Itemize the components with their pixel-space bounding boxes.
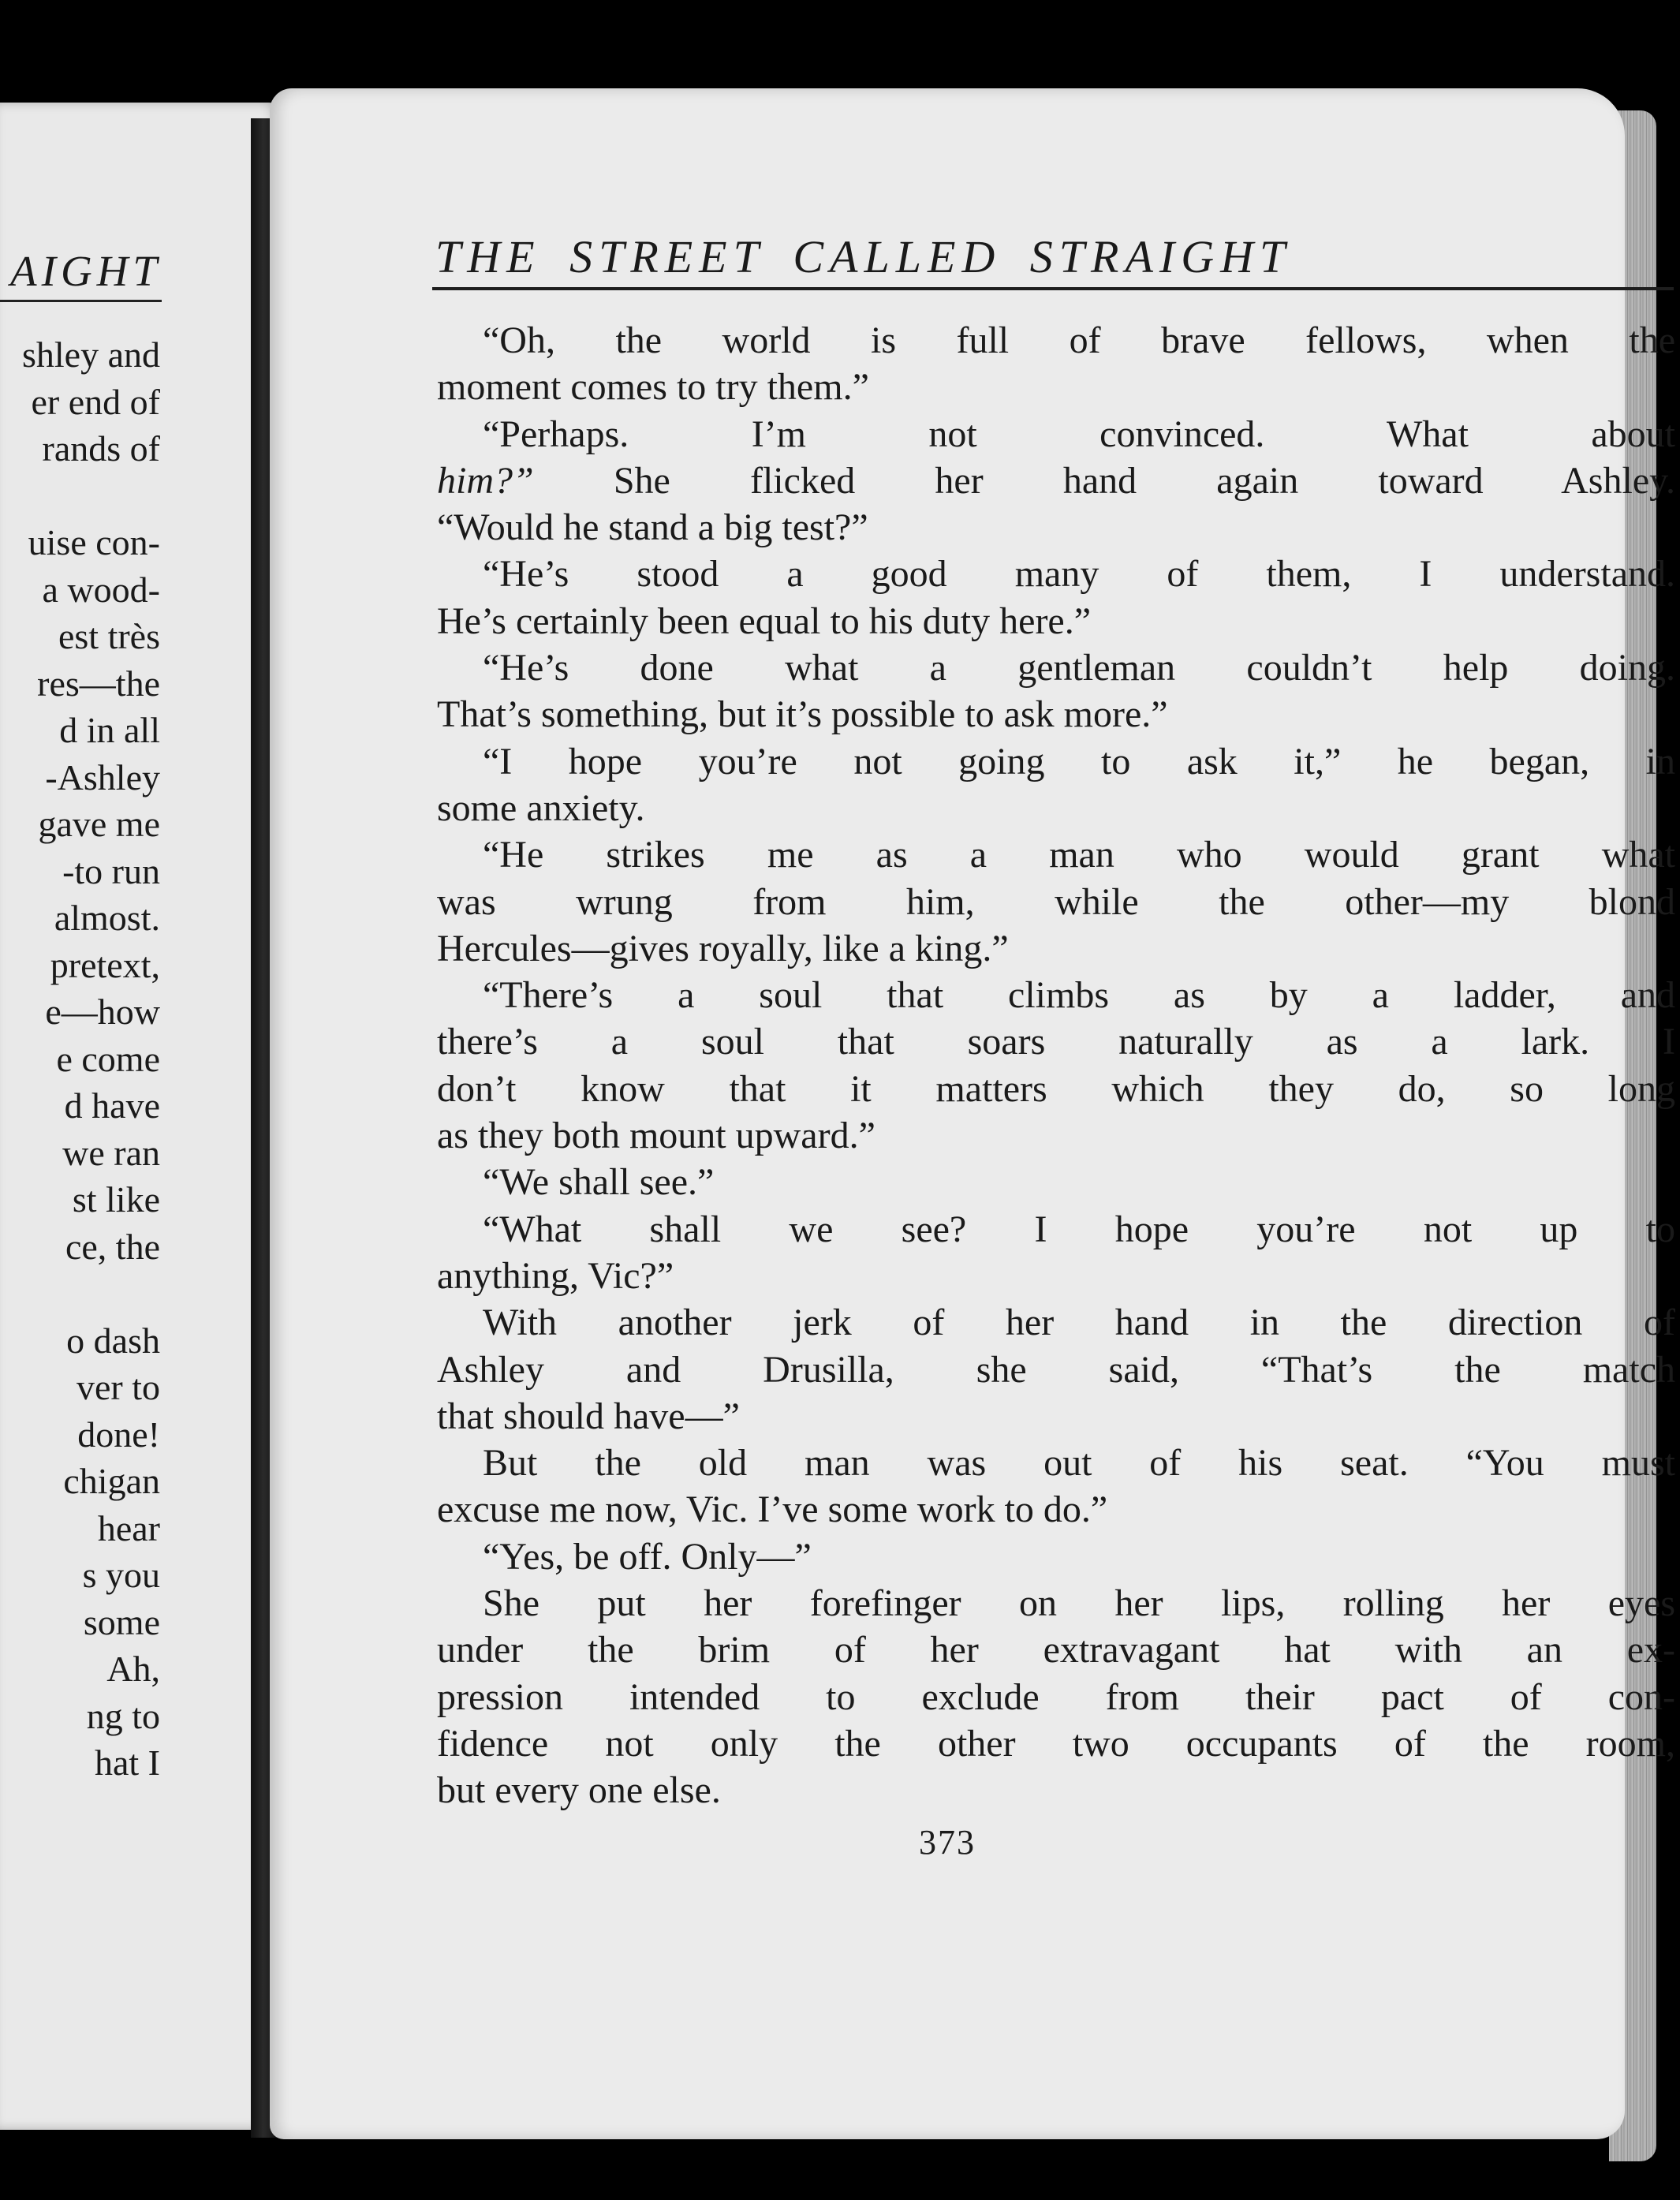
- header-rule: [432, 287, 1674, 290]
- previous-page-line: d in all: [59, 710, 160, 750]
- text-line: “Yes, be off. Only—”: [483, 1535, 812, 1578]
- previous-page-line: res—the: [37, 663, 160, 704]
- previous-page-header: AIGHT: [10, 247, 162, 295]
- previous-page-line: d have: [64, 1085, 160, 1126]
- text-line: “He’s done what a gentleman couldn’t help doing.: [483, 647, 1675, 689]
- previous-page-text: [2, 331, 160, 1787]
- previous-page: [0, 103, 280, 2130]
- text-line: pression intended to exclude from their pact of con-: [437, 1675, 1675, 1718]
- text-line: “Would he stand a big test?”: [437, 506, 868, 549]
- text-line: “We shall see.”: [483, 1161, 715, 1204]
- text-line: there’s a soul that soars naturally as a lark. I: [437, 1021, 1675, 1063]
- previous-page-line: shley and: [21, 334, 160, 375]
- text-line: Hercules—gives royally, like a king.”: [437, 927, 1009, 969]
- text-line: anything, Vic?”: [437, 1254, 674, 1297]
- text-line: moment comes to try them.”: [437, 366, 869, 409]
- text-line: “Oh, the world is full of brave fellows, when the: [483, 319, 1675, 361]
- text-line: some anxiety.: [437, 786, 645, 829]
- previous-page-line: er end of: [31, 381, 160, 422]
- text-line: “What shall we see? I hope you’re not up to: [483, 1208, 1675, 1250]
- text-line: “Perhaps. I’m not convinced. What about: [483, 413, 1675, 455]
- text-line: “There’s a soul that climbs as by a ladder, and: [483, 974, 1675, 1017]
- previous-page-line: pretext,: [50, 944, 160, 985]
- text-line: But the old man was out of his seat. “You must: [483, 1442, 1675, 1485]
- text-line: him?” She flicked her hand again toward Ashley.: [437, 459, 1675, 502]
- text-line: “I hope you’re not going to ask it,” he began, in: [483, 740, 1675, 783]
- previous-page-line: a wood-: [42, 569, 160, 610]
- previous-page-line: almost.: [54, 898, 160, 938]
- previous-page-line: some: [83, 1601, 160, 1642]
- previous-page-line: ce, the: [65, 1226, 160, 1267]
- text-line: With another jerk of her hand in the direction of: [483, 1302, 1675, 1344]
- previous-page-line: hear: [97, 1507, 160, 1548]
- text-line: “He strikes me as a man who would grant what: [483, 834, 1675, 876]
- previous-page-line: ver to: [76, 1367, 160, 1407]
- page-body-text: [437, 317, 1675, 1814]
- previous-page-line: chigan: [63, 1461, 160, 1501]
- previous-page-line: ng to: [86, 1695, 160, 1736]
- previous-page-line: e—how: [45, 992, 160, 1032]
- previous-page-line: s you: [82, 1555, 160, 1595]
- book-page: [270, 88, 1675, 2139]
- text-line: Ashley and Drusilla, she said, “That’s the match: [437, 1348, 1675, 1391]
- previous-page-line: we ran: [62, 1132, 160, 1173]
- previous-page-line: st like: [72, 1179, 160, 1220]
- previous-page-line: done!: [77, 1414, 160, 1455]
- previous-page-line: o dash: [66, 1320, 160, 1361]
- previous-page-line: uise con-: [28, 522, 160, 562]
- text-line: as they both mount upward.”: [437, 1115, 875, 1157]
- previous-page-line: e come: [56, 1038, 160, 1079]
- text-line: that should have—”: [437, 1395, 740, 1437]
- previous-page-line: hat I: [94, 1742, 160, 1783]
- previous-page-line: gave me: [38, 804, 160, 844]
- page-number: 373: [919, 1823, 976, 1862]
- previous-page-line: Ah,: [106, 1649, 160, 1689]
- text-line: That’s something, but it’s possible to ask more.”: [437, 693, 1168, 736]
- text-line: but every one else.: [437, 1769, 721, 1812]
- running-header: THE STREET CALLED STRAIGHT: [435, 231, 1292, 282]
- text-line: was wrung from him, while the other—my blond: [437, 880, 1675, 923]
- text-line: He’s certainly been equal to his duty here.”: [437, 599, 1092, 642]
- previous-page-line: [2, 472, 160, 520]
- text-line: fidence not only the other two occupants of the room,: [437, 1722, 1675, 1765]
- previous-page-line: [2, 1270, 160, 1317]
- text-line: She put her forefinger on her lips, rolling her eyes: [483, 1582, 1675, 1625]
- text-line: don’t know that it matters which they do, so long: [437, 1067, 1675, 1110]
- text-line: “He’s stood a good many of them, I understand.: [483, 553, 1675, 596]
- previous-page-header-rule: [0, 300, 162, 302]
- previous-page-line: est très: [58, 616, 160, 656]
- previous-page-line: -Ashley: [45, 756, 160, 797]
- previous-page-line: -to run: [62, 850, 160, 891]
- text-line: excuse me now, Vic. I’ve some work to do.”: [437, 1488, 1108, 1531]
- text-line: under the brim of her extravagant hat with an ex-: [437, 1629, 1675, 1671]
- previous-page-line: rands of: [42, 428, 160, 469]
